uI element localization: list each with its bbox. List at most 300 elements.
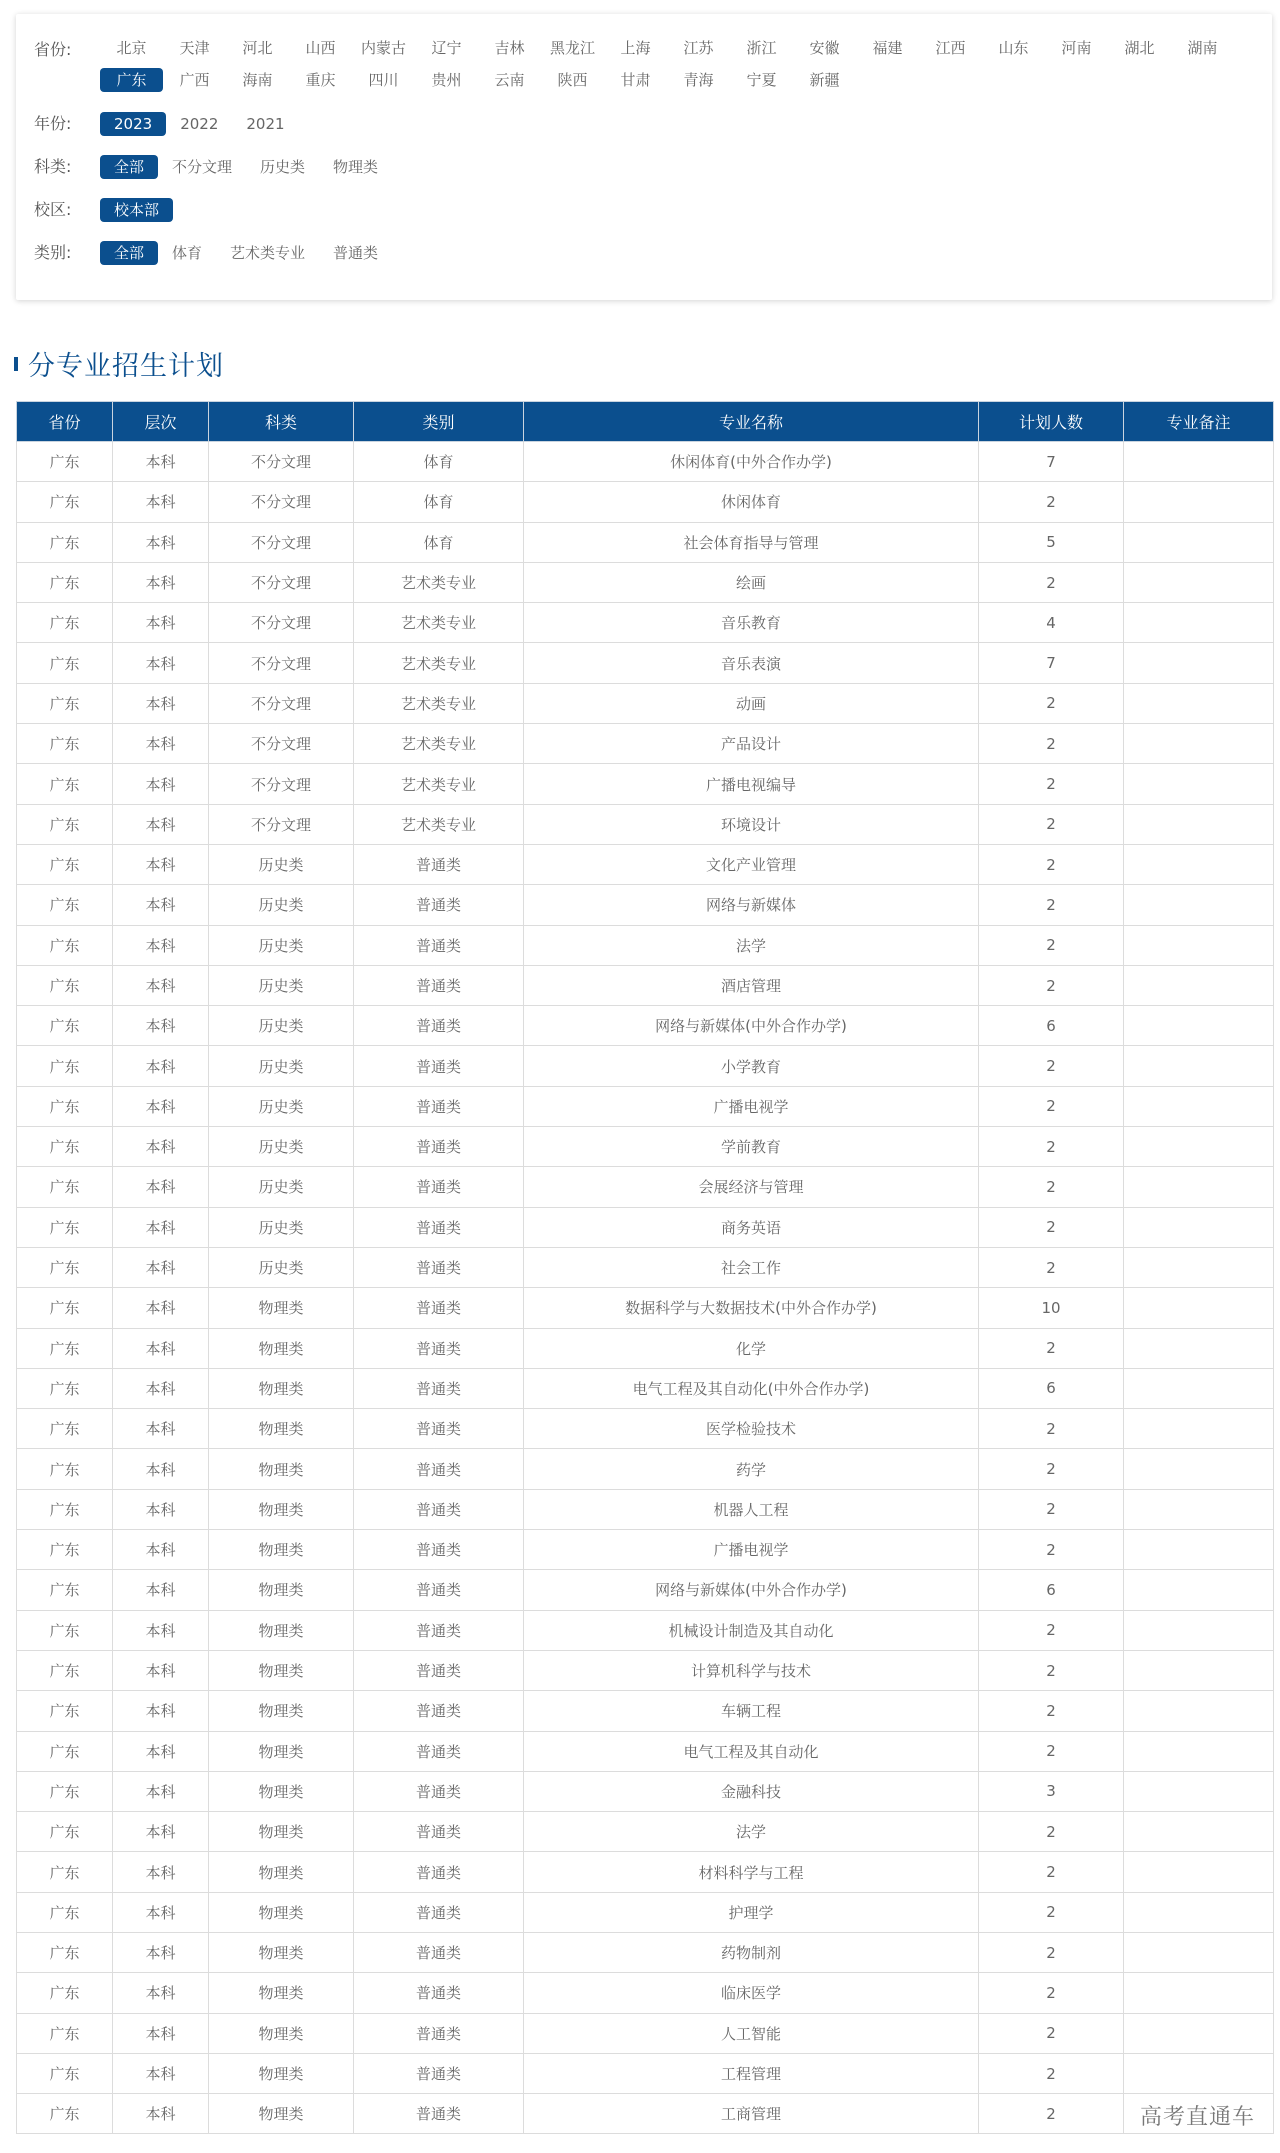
table-cell xyxy=(1124,1086,1274,1126)
table-cell: 广东 xyxy=(17,2094,113,2134)
table-cell: 2 xyxy=(979,764,1124,804)
table-cell: 历史类 xyxy=(209,965,354,1005)
table-cell: 普通类 xyxy=(354,1167,524,1207)
province-option[interactable]: 宁夏 xyxy=(746,71,777,89)
enrollment-plan-table xyxy=(16,401,1274,2134)
province-option[interactable]: 青海 xyxy=(683,71,714,89)
table-cell: 广播电视学 xyxy=(524,1086,979,1126)
table-cell: 本科 xyxy=(113,1691,209,1731)
table-cell xyxy=(1124,1892,1274,1932)
province-option[interactable]: 北京 xyxy=(116,39,147,57)
table-cell: 广东 xyxy=(17,1731,113,1771)
category-option[interactable]: 艺术类专业 xyxy=(230,244,306,262)
table-row xyxy=(17,1127,1274,1167)
table-cell: 本科 xyxy=(113,1288,209,1328)
table-cell: 历史类 xyxy=(209,1207,354,1247)
category-filter-row xyxy=(34,239,1240,267)
table-cell: 物理类 xyxy=(209,1771,354,1811)
table-row xyxy=(17,1892,1274,1932)
table-cell: 本科 xyxy=(113,1409,209,1449)
table-row xyxy=(17,1691,1274,1731)
table-cell: 广东 xyxy=(17,683,113,723)
category-option[interactable]: 体育 xyxy=(172,244,203,262)
table-cell: 电气工程及其自动化 xyxy=(524,1731,979,1771)
table-cell: 本科 xyxy=(113,1731,209,1771)
table-row xyxy=(17,442,1274,482)
table-cell: 广东 xyxy=(17,1086,113,1126)
table-cell: 普通类 xyxy=(354,1409,524,1449)
table-cell: 广东 xyxy=(17,1006,113,1046)
table-cell: 2 xyxy=(979,1449,1124,1489)
table-cell: 商务英语 xyxy=(524,1207,979,1247)
table-cell: 艺术类专业 xyxy=(354,683,524,723)
category-option[interactable]: 全部 xyxy=(100,241,158,265)
table-cell: 普通类 xyxy=(354,1932,524,1972)
table-cell: 2 xyxy=(979,1650,1124,1690)
table-cell: 本科 xyxy=(113,1368,209,1408)
table-cell xyxy=(1124,1489,1274,1529)
table-cell: 艺术类专业 xyxy=(354,603,524,643)
table-cell: 普通类 xyxy=(354,1892,524,1932)
table-cell: 2 xyxy=(979,1167,1124,1207)
table-cell: 药物制剂 xyxy=(524,1932,979,1972)
table-cell: 艺术类专业 xyxy=(354,562,524,602)
table-cell: 2 xyxy=(979,844,1124,884)
table-row xyxy=(17,1368,1274,1408)
table-cell: 普通类 xyxy=(354,965,524,1005)
province-option[interactable]: 辽宁 xyxy=(431,39,462,57)
table-row xyxy=(17,1731,1274,1771)
campus-options xyxy=(100,196,1240,224)
table-cell: 2 xyxy=(979,1892,1124,1932)
table-cell xyxy=(1124,1691,1274,1731)
table-cell: 计算机科学与技术 xyxy=(524,1650,979,1690)
table-cell: 7 xyxy=(979,643,1124,683)
table-cell: 不分文理 xyxy=(209,482,354,522)
table-cell: 本科 xyxy=(113,1247,209,1287)
table-cell: 广东 xyxy=(17,1570,113,1610)
table-cell: 本科 xyxy=(113,965,209,1005)
table-cell: 广东 xyxy=(17,1973,113,2013)
table-cell: 本科 xyxy=(113,522,209,562)
table-row xyxy=(17,1288,1274,1328)
table-cell: 2 xyxy=(979,1530,1124,1570)
province-option[interactable]: 广东 xyxy=(100,68,163,92)
table-cell: 物理类 xyxy=(209,2094,354,2134)
table-cell: 不分文理 xyxy=(209,804,354,844)
table-cell: 不分文理 xyxy=(209,562,354,602)
table-cell: 本科 xyxy=(113,1771,209,1811)
campus-option[interactable]: 校本部 xyxy=(100,198,173,222)
campus-filter-label: 校区: xyxy=(34,200,72,219)
table-cell: 2 xyxy=(979,1731,1124,1771)
province-option[interactable]: 广西 xyxy=(179,71,210,89)
table-cell xyxy=(1124,1610,1274,1650)
province-option[interactable]: 吉林 xyxy=(494,39,525,57)
table-cell: 普通类 xyxy=(354,1247,524,1287)
table-cell: 普通类 xyxy=(354,1771,524,1811)
table-cell: 护理学 xyxy=(524,1892,979,1932)
province-option[interactable]: 天津 xyxy=(179,39,210,57)
table-row xyxy=(17,804,1274,844)
table-cell: 体育 xyxy=(354,442,524,482)
table-cell: 2 xyxy=(979,925,1124,965)
table-cell: 7 xyxy=(979,442,1124,482)
table-cell: 艺术类专业 xyxy=(354,804,524,844)
table-cell xyxy=(1124,844,1274,884)
table-row xyxy=(17,965,1274,1005)
table-row xyxy=(17,1207,1274,1247)
table-cell: 2 xyxy=(979,1610,1124,1650)
table-cell: 临床医学 xyxy=(524,1973,979,2013)
table-cell: 本科 xyxy=(113,1046,209,1086)
table-cell: 广播电视学 xyxy=(524,1530,979,1570)
province-option[interactable]: 云南 xyxy=(494,71,525,89)
table-cell xyxy=(1124,885,1274,925)
table-cell: 2 xyxy=(979,965,1124,1005)
title-accent-bar xyxy=(14,357,18,371)
table-cell: 3 xyxy=(979,1771,1124,1811)
province-option[interactable]: 河南 xyxy=(1061,39,1092,57)
table-cell xyxy=(1124,2053,1274,2093)
table-row xyxy=(17,1530,1274,1570)
table-row xyxy=(17,643,1274,683)
province-filter-label: 省份: xyxy=(34,40,72,59)
table-cell: 广东 xyxy=(17,1449,113,1489)
province-option[interactable]: 山西 xyxy=(305,39,336,57)
table-cell xyxy=(1124,1127,1274,1167)
table-cell: 历史类 xyxy=(209,1046,354,1086)
table-cell xyxy=(1124,1650,1274,1690)
table-cell: 普通类 xyxy=(354,1650,524,1690)
subject-option[interactable]: 历史类 xyxy=(260,158,306,176)
table-cell: 物理类 xyxy=(209,1892,354,1932)
table-cell: 法学 xyxy=(524,925,979,965)
province-option[interactable]: 陕西 xyxy=(557,71,588,89)
table-cell: 动画 xyxy=(524,683,979,723)
table-cell: 2 xyxy=(979,1691,1124,1731)
watermark-text: 高考直通车 xyxy=(1140,2105,1256,2130)
table-cell: 广东 xyxy=(17,1409,113,1449)
table-cell: 本科 xyxy=(113,1006,209,1046)
table-cell: 酒店管理 xyxy=(524,965,979,1005)
year-option[interactable]: 2022 xyxy=(180,115,219,133)
table-cell xyxy=(1124,1932,1274,1972)
table-cell: 普通类 xyxy=(354,2094,524,2134)
table-cell: 本科 xyxy=(113,764,209,804)
table-cell: 艺术类专业 xyxy=(354,764,524,804)
table-cell: 绘画 xyxy=(524,562,979,602)
column-header: 类别 xyxy=(354,402,524,442)
province-option[interactable]: 河北 xyxy=(242,39,273,57)
table-cell: 小学教育 xyxy=(524,1046,979,1086)
table-cell: 不分文理 xyxy=(209,643,354,683)
province-option[interactable]: 四川 xyxy=(368,71,399,89)
table-cell: 广东 xyxy=(17,1691,113,1731)
table-cell: 本科 xyxy=(113,1530,209,1570)
table-cell xyxy=(1124,1852,1274,1892)
table-cell: 2 xyxy=(979,2094,1124,2134)
table-cell: 广东 xyxy=(17,1530,113,1570)
table-cell: 2 xyxy=(979,2013,1124,2053)
table-cell: 本科 xyxy=(113,562,209,602)
table-cell: 10 xyxy=(979,1288,1124,1328)
table-cell: 普通类 xyxy=(354,925,524,965)
table-cell: 会展经济与管理 xyxy=(524,1167,979,1207)
table-cell xyxy=(1124,1570,1274,1610)
table-cell: 物理类 xyxy=(209,1368,354,1408)
year-option[interactable]: 2021 xyxy=(246,115,285,133)
table-row xyxy=(17,885,1274,925)
subject-option[interactable]: 不分文理 xyxy=(172,158,233,176)
table-cell: 2 xyxy=(979,683,1124,723)
table-row xyxy=(17,1812,1274,1852)
table-cell: 车辆工程 xyxy=(524,1691,979,1731)
table-cell: 本科 xyxy=(113,1973,209,2013)
table-cell: 物理类 xyxy=(209,2053,354,2093)
column-header: 层次 xyxy=(113,402,209,442)
table-cell: 广东 xyxy=(17,2053,113,2093)
table-cell: 本科 xyxy=(113,482,209,522)
table-cell: 学前教育 xyxy=(524,1127,979,1167)
table-cell: 广东 xyxy=(17,1368,113,1408)
province-option[interactable]: 江苏 xyxy=(683,39,714,57)
province-option[interactable]: 山东 xyxy=(998,39,1029,57)
province-option[interactable]: 浙江 xyxy=(746,39,777,57)
table-row xyxy=(17,1046,1274,1086)
table-cell: 本科 xyxy=(113,1852,209,1892)
province-option[interactable]: 上海 xyxy=(620,39,651,57)
table-row xyxy=(17,925,1274,965)
table-cell: 2 xyxy=(979,1247,1124,1287)
table-cell: 2 xyxy=(979,1086,1124,1126)
table-cell: 物理类 xyxy=(209,1530,354,1570)
table-cell: 本科 xyxy=(113,1570,209,1610)
table-cell: 2 xyxy=(979,1046,1124,1086)
province-option[interactable]: 福建 xyxy=(872,39,903,57)
table-cell: 物理类 xyxy=(209,1610,354,1650)
table-cell: 本科 xyxy=(113,643,209,683)
table-row xyxy=(17,844,1274,884)
table-cell: 广东 xyxy=(17,603,113,643)
table-cell: 物理类 xyxy=(209,1973,354,2013)
table-row xyxy=(17,1409,1274,1449)
table-cell: 2 xyxy=(979,2053,1124,2093)
province-option[interactable]: 海南 xyxy=(242,71,273,89)
table-cell: 广东 xyxy=(17,925,113,965)
table-cell: 历史类 xyxy=(209,1086,354,1126)
table-cell: 广东 xyxy=(17,1207,113,1247)
campus-filter-row xyxy=(34,196,1240,224)
table-cell xyxy=(1124,1328,1274,1368)
province-filter-row xyxy=(34,36,1240,100)
table-cell: 广东 xyxy=(17,1892,113,1932)
table-cell: 普通类 xyxy=(354,1449,524,1489)
filter-panel xyxy=(16,14,1272,300)
table-cell: 历史类 xyxy=(209,1167,354,1207)
table-cell: 广东 xyxy=(17,885,113,925)
province-option[interactable]: 甘肃 xyxy=(620,71,651,89)
table-cell: 环境设计 xyxy=(524,804,979,844)
table-cell: 普通类 xyxy=(354,1288,524,1328)
subject-option[interactable]: 全部 xyxy=(100,155,158,179)
province-options xyxy=(100,36,1240,100)
table-cell: 机器人工程 xyxy=(524,1489,979,1529)
table-row xyxy=(17,1247,1274,1287)
table-cell: 2 xyxy=(979,1812,1124,1852)
table-cell xyxy=(1124,1530,1274,1570)
table-cell xyxy=(1124,1167,1274,1207)
table-cell: 广播电视编导 xyxy=(524,764,979,804)
table-cell: 普通类 xyxy=(354,1368,524,1408)
table-cell: 普通类 xyxy=(354,2013,524,2053)
province-option[interactable]: 内蒙古 xyxy=(360,39,406,57)
province-option[interactable]: 新疆 xyxy=(809,71,840,89)
table-cell: 广东 xyxy=(17,764,113,804)
table-cell: 本科 xyxy=(113,2053,209,2093)
table-cell: 社会工作 xyxy=(524,1247,979,1287)
table-cell: 休闲体育 xyxy=(524,482,979,522)
table-cell: 2 xyxy=(979,804,1124,844)
table-row xyxy=(17,1570,1274,1610)
table-cell xyxy=(1124,965,1274,1005)
table-cell: 广东 xyxy=(17,1932,113,1972)
table-cell: 电气工程及其自动化(中外合作办学) xyxy=(524,1368,979,1408)
table-row xyxy=(17,2013,1274,2053)
table-cell xyxy=(1124,1409,1274,1449)
table-row xyxy=(17,1610,1274,1650)
table-cell: 本科 xyxy=(113,844,209,884)
table-cell: 医学检验技术 xyxy=(524,1409,979,1449)
table-cell: 不分文理 xyxy=(209,442,354,482)
table-cell: 历史类 xyxy=(209,1006,354,1046)
table-cell: 2 xyxy=(979,1207,1124,1247)
table-cell: 广东 xyxy=(17,1046,113,1086)
table-cell: 2 xyxy=(979,562,1124,602)
table-cell: 本科 xyxy=(113,1489,209,1529)
table-cell: 普通类 xyxy=(354,885,524,925)
table-cell: 6 xyxy=(979,1006,1124,1046)
table-cell: 物理类 xyxy=(209,1852,354,1892)
table-cell: 本科 xyxy=(113,1328,209,1368)
table-cell: 社会体育指导与管理 xyxy=(524,522,979,562)
province-option[interactable]: 贵州 xyxy=(431,71,462,89)
table-cell xyxy=(1124,804,1274,844)
table-cell: 普通类 xyxy=(354,1731,524,1771)
category-option[interactable]: 普通类 xyxy=(333,244,379,262)
subject-filter-label: 科类: xyxy=(34,157,72,176)
table-cell xyxy=(1124,1247,1274,1287)
column-header: 省份 xyxy=(17,402,113,442)
table-cell: 广东 xyxy=(17,1650,113,1690)
table-cell: 不分文理 xyxy=(209,764,354,804)
table-cell: 广东 xyxy=(17,1167,113,1207)
table-cell: 广东 xyxy=(17,804,113,844)
table-cell xyxy=(1124,1812,1274,1852)
province-option[interactable]: 重庆 xyxy=(305,71,336,89)
table-row xyxy=(17,1006,1274,1046)
table-cell: 2 xyxy=(979,724,1124,764)
table-cell: 物理类 xyxy=(209,1812,354,1852)
table-row xyxy=(17,1328,1274,1368)
table-cell: 广东 xyxy=(17,562,113,602)
table-cell: 不分文理 xyxy=(209,603,354,643)
table-cell: 药学 xyxy=(524,1449,979,1489)
table-cell: 音乐教育 xyxy=(524,603,979,643)
province-option[interactable]: 安徽 xyxy=(809,39,840,57)
subject-option[interactable]: 物理类 xyxy=(333,158,379,176)
table-cell: 艺术类专业 xyxy=(354,643,524,683)
table-cell: 普通类 xyxy=(354,1610,524,1650)
table-cell: 广东 xyxy=(17,522,113,562)
table-cell: 广东 xyxy=(17,1127,113,1167)
table-cell xyxy=(1124,1288,1274,1328)
year-option[interactable]: 2023 xyxy=(100,112,166,136)
table-cell: 2 xyxy=(979,1932,1124,1972)
table-cell: 物理类 xyxy=(209,2013,354,2053)
table-cell: 人工智能 xyxy=(524,2013,979,2053)
table-cell: 历史类 xyxy=(209,885,354,925)
table-cell: 普通类 xyxy=(354,1530,524,1570)
table-cell: 普通类 xyxy=(354,1086,524,1126)
year-options xyxy=(100,110,1240,138)
table-cell: 材料科学与工程 xyxy=(524,1852,979,1892)
table-cell: 历史类 xyxy=(209,1127,354,1167)
category-options xyxy=(100,239,1240,267)
table-cell: 历史类 xyxy=(209,1247,354,1287)
table-row xyxy=(17,1449,1274,1489)
table-cell: 普通类 xyxy=(354,1691,524,1731)
column-header: 专业备注 xyxy=(1124,402,1274,442)
table-cell: 网络与新媒体(中外合作办学) xyxy=(524,1570,979,1610)
table-cell: 物理类 xyxy=(209,1691,354,1731)
table-cell xyxy=(1124,643,1274,683)
table-row xyxy=(17,1489,1274,1529)
province-option[interactable]: 江西 xyxy=(935,39,966,57)
table-cell xyxy=(1124,1731,1274,1771)
table-cell xyxy=(1124,683,1274,723)
subject-options xyxy=(100,153,1240,181)
table-cell: 本科 xyxy=(113,2094,209,2134)
table-cell xyxy=(1124,442,1274,482)
table-cell xyxy=(1124,925,1274,965)
table-cell: 本科 xyxy=(113,2013,209,2053)
table-cell xyxy=(1124,1973,1274,2013)
table-cell xyxy=(1124,1449,1274,1489)
table-cell: 广东 xyxy=(17,1812,113,1852)
table-row xyxy=(17,1771,1274,1811)
province-option[interactable]: 湖南 xyxy=(1187,39,1218,57)
table-cell xyxy=(1124,562,1274,602)
table-cell: 物理类 xyxy=(209,1409,354,1449)
province-option[interactable]: 黑龙江 xyxy=(549,39,595,57)
table-cell: 广东 xyxy=(17,1610,113,1650)
province-option[interactable]: 湖北 xyxy=(1124,39,1155,57)
table-cell: 本科 xyxy=(113,1207,209,1247)
table-cell: 音乐表演 xyxy=(524,643,979,683)
table-cell: 广东 xyxy=(17,1489,113,1529)
table-cell: 物理类 xyxy=(209,1650,354,1690)
table-cell: 普通类 xyxy=(354,1046,524,1086)
table-cell: 本科 xyxy=(113,1449,209,1489)
table-cell: 普通类 xyxy=(354,1570,524,1610)
table-cell: 金融科技 xyxy=(524,1771,979,1811)
table-cell: 广东 xyxy=(17,1852,113,1892)
section-title-text: 分专业招生计划 xyxy=(28,351,224,382)
table-cell xyxy=(1124,1368,1274,1408)
table-cell: 5 xyxy=(979,522,1124,562)
table-cell: 2 xyxy=(979,885,1124,925)
